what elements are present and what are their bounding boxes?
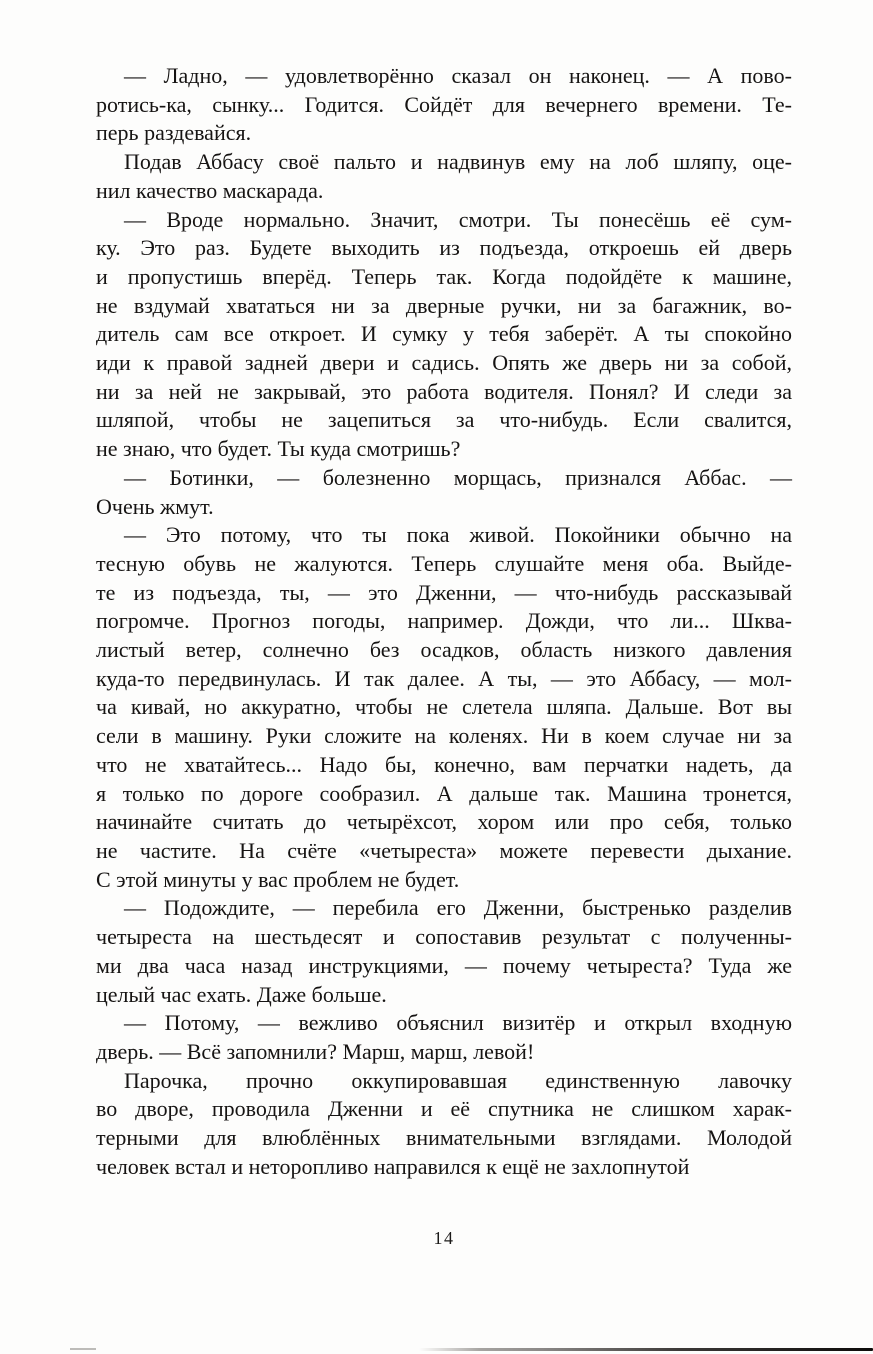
text-line: Очень жмут. bbox=[96, 493, 214, 519]
scan-edge-artifact bbox=[0, 1348, 873, 1351]
text-line: и пропустишь вперёд. Теперь так. Когда подойдёте к машине, bbox=[96, 263, 792, 289]
text-line: ча кивай, но аккуратно, чтобы не слетела шляпа. Дальше. Вот вы bbox=[96, 694, 792, 720]
text-line: погромче. Прогноз погоды, например. Дожди, что ли... Шква- bbox=[96, 608, 792, 634]
text-line: ку. Это раз. Будете выходить из подъезда, откроешь ей дверь bbox=[96, 235, 792, 261]
text-line: во дворе, проводила Дженни и её спутника не слишком харак- bbox=[96, 1096, 792, 1122]
text-line: что не хватайтесь... Надо бы, конечно, вам перчатки надеть, да bbox=[96, 751, 792, 777]
paragraph bbox=[96, 521, 792, 894]
text-line: не частите. На счёте «четыреста» можете перевести дыхание. bbox=[96, 837, 792, 863]
text-line: С этой минуты у вас проблем не будет. bbox=[96, 866, 460, 892]
text-line: — Это потому, что ты пока живой. Покойники обычно на bbox=[124, 522, 792, 548]
text-line: те из подъезда, ты, — это Дженни, — что-нибудь рассказывай bbox=[96, 579, 792, 605]
paragraph bbox=[96, 1009, 792, 1066]
text-line: перь раздевайся. bbox=[96, 120, 252, 146]
text-line: четыреста на шестьдесят и сопоставив результат с полученны- bbox=[96, 924, 792, 950]
text-line: ми два часа назад инструкциями, — почему четыреста? Туда же bbox=[96, 952, 792, 978]
text-line: — Ботинки, — болезненно морщась, признался Аббас. — bbox=[124, 464, 792, 490]
paragraph bbox=[96, 894, 792, 1009]
text-line: я только по дороге сообразил. А дальше так. Машина тронется, bbox=[96, 780, 792, 806]
text-line: нил качество маскарада. bbox=[96, 177, 324, 203]
text-line: ротись-ка, сынку... Годится. Сойдёт для вечернего времени. Те- bbox=[96, 91, 792, 117]
text-line: Подав Аббасу своё пальто и надвинув ему на лоб шляпу, оце- bbox=[124, 149, 792, 175]
text-line: не вздумай хвататься ни за дверные ручки, ни за багажник, во- bbox=[96, 292, 792, 318]
text-line: начинайте считать до четырёхсот, хором или про себя, только bbox=[96, 809, 792, 835]
text-line: целый час ехать. Даже больше. bbox=[96, 981, 387, 1007]
text-line: человек встал и неторопливо направился к ещё не захлопнутой bbox=[96, 1153, 690, 1179]
text-line: дитель сам все откроет. И сумку у тебя заберёт. А ты спокойно bbox=[96, 321, 792, 347]
paragraph bbox=[96, 206, 792, 464]
page-number: 14 bbox=[433, 1228, 455, 1248]
text-line: сели в машину. Руки сложите на коленях. Ни в коем случае ни за bbox=[96, 723, 792, 749]
text-line: — Потому, — вежливо объяснил визитёр и открыл входную bbox=[124, 1010, 792, 1036]
paragraph bbox=[96, 62, 792, 148]
text-line: тесную обувь не жалуются. Теперь слушайте меня оба. Выйде- bbox=[96, 550, 792, 576]
text-line: листый ветер, солнечно без осадков, область низкого давления bbox=[96, 637, 792, 663]
text-line: Парочка, прочно оккупировавшая единственную лавочку bbox=[124, 1067, 792, 1093]
text-line: — Подождите, — перебила его Дженни, быстренько разделив bbox=[124, 895, 792, 921]
text-line: куда-то передвинулась. И так далее. А ты, — это Аббасу, — мол- bbox=[96, 665, 792, 691]
text-line: терными для влюблённых внимательными взглядами. Молодой bbox=[96, 1125, 792, 1151]
text-line: иди к правой задней двери и садись. Опять же дверь ни за собой, bbox=[96, 350, 792, 376]
text-line: шляпой, чтобы не зацепиться за что-нибудь. Если свалится, bbox=[96, 407, 792, 433]
text-line: — Ладно, — удовлетворённо сказал он наконец. — А пово- bbox=[124, 63, 792, 88]
text-line: — Вроде нормально. Значит, смотри. Ты понесёшь её сум- bbox=[124, 206, 792, 232]
paragraph bbox=[96, 464, 792, 521]
text-line: не знаю, что будет. Ты куда смотришь? bbox=[96, 436, 461, 462]
page-text bbox=[96, 62, 792, 1181]
paragraph bbox=[96, 148, 792, 205]
paragraph bbox=[96, 1067, 792, 1182]
text-line: ни за ней не закрывай, это работа водителя. Понял? И следи за bbox=[96, 378, 792, 404]
text-line: дверь. — Всё запомнили? Марш, марш, левой! bbox=[96, 1038, 535, 1064]
